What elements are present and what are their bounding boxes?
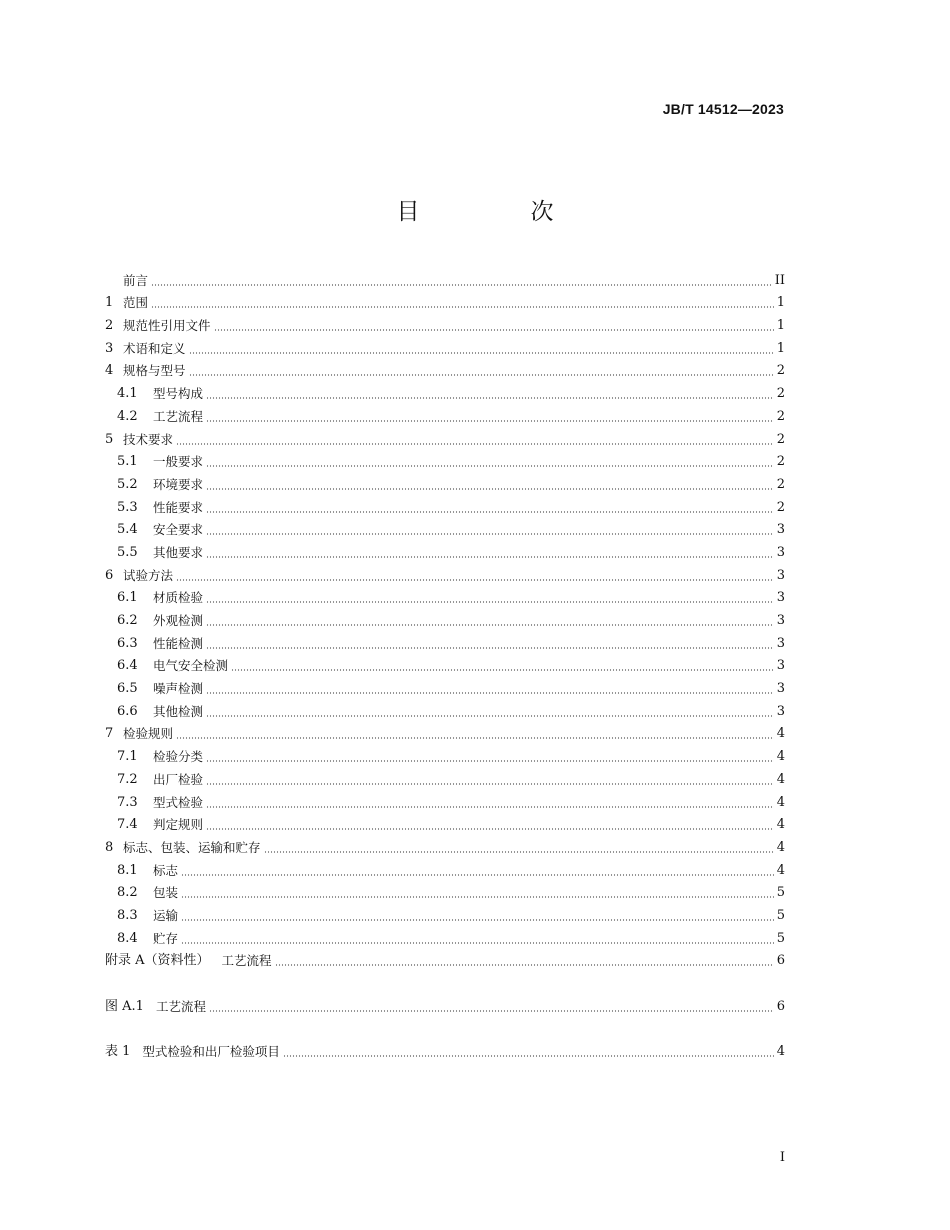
toc-entry-number: 6.3 xyxy=(117,635,138,651)
toc-entry[interactable] xyxy=(105,289,785,312)
toc-entry-page: 6 xyxy=(776,998,785,1014)
toc-entry-number: 7.2 xyxy=(117,771,138,787)
toc-entry-label: 噪声检测 xyxy=(153,681,204,697)
toc-entry-number: 8.1 xyxy=(117,862,138,878)
page-number: I xyxy=(779,1150,785,1165)
toc-entry-page: 2 xyxy=(776,408,785,424)
toc-entry-page: 6 xyxy=(776,953,785,969)
toc-entry[interactable] xyxy=(105,947,785,970)
dot-leader xyxy=(206,556,774,558)
toc-entry-label: 出厂检验 xyxy=(153,771,204,787)
toc-entry-label: 包装 xyxy=(153,885,179,901)
toc-entry-label: 运输 xyxy=(153,907,179,923)
toc-entry-label: 型号构成 xyxy=(153,386,204,402)
dot-leader xyxy=(206,465,774,467)
toc-entry-label: 规范性引用文件 xyxy=(123,318,211,334)
toc-entry-label: 技术要求 xyxy=(123,431,174,447)
toc-entry-label: 性能检测 xyxy=(153,635,204,651)
toc-entry-page: 3 xyxy=(776,703,785,719)
dot-leader xyxy=(206,511,774,513)
toc-entry-page: 3 xyxy=(776,613,785,628)
toc-entry-page: 5 xyxy=(776,907,785,923)
dot-leader xyxy=(176,737,774,739)
toc-entry-page: 2 xyxy=(776,454,785,470)
toc-entry[interactable] xyxy=(105,493,785,516)
toc-entry-number: 6.6 xyxy=(117,703,138,719)
toc-entry-number: 4.2 xyxy=(117,408,138,424)
toc-entry-page: 3 xyxy=(776,567,785,583)
toc-entry[interactable] xyxy=(105,742,785,765)
dot-leader xyxy=(176,579,774,581)
toc-entry-number: 6.4 xyxy=(117,658,138,674)
toc-entry[interactable] xyxy=(105,470,785,493)
toc-entry-number: 5.3 xyxy=(117,499,138,515)
toc-entry-page: 4 xyxy=(776,817,785,833)
toc-entry-page: 3 xyxy=(776,635,785,651)
toc-entry-page: 2 xyxy=(776,363,785,379)
toc-entry-page: II xyxy=(774,272,785,288)
toc-entry-number: 8.2 xyxy=(117,885,138,901)
toc-entry[interactable] xyxy=(105,584,785,607)
toc-entry-number: 7.3 xyxy=(117,794,138,810)
toc-entry[interactable] xyxy=(105,788,785,811)
toc-entry-number: 6.1 xyxy=(117,590,138,606)
dot-leader xyxy=(206,806,774,808)
toc-entry-page: 4 xyxy=(776,839,785,855)
page-title: 目 次 xyxy=(396,199,598,225)
toc-entry-label: 规格与型号 xyxy=(123,363,186,379)
toc-entry-label: 一般要求 xyxy=(153,454,204,470)
dot-leader xyxy=(206,783,774,785)
toc-entry[interactable] xyxy=(105,697,785,720)
toc-entry-number: 4.1 xyxy=(117,386,138,402)
dot-leader xyxy=(176,443,774,445)
toc-entry-page: 4 xyxy=(776,726,785,742)
toc-entry-label: 工艺流程 xyxy=(221,953,272,969)
toc-entry-label: 术语和定义 xyxy=(123,340,186,356)
toc-entry-number: 图 A.1 xyxy=(105,998,144,1014)
toc-entry[interactable] xyxy=(105,901,785,924)
toc-entry-number: 1 xyxy=(105,295,114,311)
toc-entry[interactable] xyxy=(105,266,785,289)
toc-entry-label: 电气安全检测 xyxy=(153,658,229,674)
toc-entry-label: 安全要求 xyxy=(153,522,204,538)
toc-entry-label: 材质检验 xyxy=(153,590,204,606)
dot-leader xyxy=(189,374,774,376)
toc-entry[interactable] xyxy=(105,516,785,539)
dot-leader xyxy=(206,533,774,535)
toc-entry-page: 2 xyxy=(776,499,785,515)
toc-entry-label: 范围 xyxy=(123,295,149,311)
toc-entry[interactable] xyxy=(105,357,785,380)
toc-entry-page: 2 xyxy=(776,431,785,447)
dot-leader xyxy=(181,874,774,876)
toc-entry[interactable] xyxy=(105,629,785,652)
toc-entry[interactable] xyxy=(105,334,785,357)
toc-entry-page: 5 xyxy=(776,885,785,901)
toc-entry-number: 6 xyxy=(105,567,114,583)
toc-entry-label: 标志、包装、运输和贮存 xyxy=(123,839,261,855)
toc-entry-page: 4 xyxy=(776,862,785,878)
toc-entry[interactable] xyxy=(105,538,785,561)
toc-entry-number: 附录 A（资料性） xyxy=(105,953,210,969)
dot-leader xyxy=(206,647,774,649)
toc-entry[interactable] xyxy=(105,992,785,1015)
toc-entry[interactable] xyxy=(105,833,785,856)
toc-entry-number: 7.1 xyxy=(117,749,138,765)
toc-entry-page: 4 xyxy=(776,749,785,765)
toc-entry[interactable] xyxy=(105,606,785,629)
toc-entry-label: 性能要求 xyxy=(153,499,204,515)
toc-entry-label: 判定规则 xyxy=(153,817,204,833)
dot-leader xyxy=(206,828,774,830)
toc-entry-page: 2 xyxy=(776,476,785,492)
toc-entry-number: 4 xyxy=(105,363,114,379)
toc-entry-page: 1 xyxy=(776,340,785,356)
toc-entry-label: 外观检测 xyxy=(153,613,204,628)
dot-leader xyxy=(181,942,774,944)
toc-entry-number: 8.3 xyxy=(117,907,138,923)
toc-entry-label: 型式检验和出厂检验项目 xyxy=(142,1044,280,1060)
toc-entry-label: 前言 xyxy=(123,272,149,288)
dot-leader xyxy=(151,306,774,308)
toc-entry[interactable] xyxy=(105,425,785,448)
toc-entry[interactable] xyxy=(105,924,785,947)
toc-entry-page: 1 xyxy=(776,295,785,311)
toc-entry[interactable] xyxy=(105,856,785,879)
toc-entry[interactable] xyxy=(105,1037,785,1060)
dot-leader xyxy=(275,964,774,966)
toc-entry-page: 5 xyxy=(776,930,785,946)
toc-entry-number: 3 xyxy=(105,340,114,356)
toc-entry-label: 环境要求 xyxy=(153,476,204,492)
toc-entry-label: 型式检验 xyxy=(153,794,204,810)
toc-entry-number: 8.4 xyxy=(117,930,138,946)
toc-entry-number: 5.5 xyxy=(117,544,138,560)
toc-entry-page: 3 xyxy=(776,522,785,538)
toc-entry-number: 8 xyxy=(105,839,114,855)
toc-entry[interactable] xyxy=(105,879,785,902)
toc-entry-page: 1 xyxy=(776,318,785,334)
toc-entry-label: 工艺流程 xyxy=(155,998,206,1014)
table-of-contents xyxy=(105,266,785,1060)
toc-entry-number: 2 xyxy=(105,318,114,334)
dot-leader xyxy=(206,692,774,694)
toc-entry-number: 7.4 xyxy=(117,817,138,833)
toc-entry[interactable] xyxy=(105,765,785,788)
dot-leader xyxy=(206,488,774,490)
dot-leader xyxy=(206,397,774,399)
toc-entry-number: 6.2 xyxy=(117,613,138,628)
toc-entry-label: 试验方法 xyxy=(123,567,174,583)
toc-entry-page: 3 xyxy=(776,658,785,674)
toc-entry[interactable] xyxy=(105,311,785,334)
toc-entry[interactable] xyxy=(105,561,785,584)
toc-entry-page: 3 xyxy=(776,590,785,606)
toc-entry[interactable] xyxy=(105,652,785,675)
dot-leader xyxy=(283,1055,774,1057)
toc-entry[interactable] xyxy=(105,674,785,697)
toc-entry-number: 5.2 xyxy=(117,476,138,492)
toc-entry-page: 4 xyxy=(776,771,785,787)
toc-entry[interactable] xyxy=(105,811,785,834)
toc-entry-number: 6.5 xyxy=(117,681,138,697)
toc-entry-label: 标志 xyxy=(153,862,179,878)
dot-leader xyxy=(206,760,774,762)
toc-entry-page: 3 xyxy=(776,544,785,560)
toc-entry-page: 3 xyxy=(776,681,785,697)
toc-entry-page: 4 xyxy=(776,1044,785,1060)
toc-entry-label: 其他要求 xyxy=(153,544,204,560)
dot-leader xyxy=(151,284,772,286)
toc-entry[interactable] xyxy=(105,448,785,471)
dot-leader xyxy=(181,896,774,898)
standard-code: JB/T 14512—2023 xyxy=(662,101,784,117)
dot-leader xyxy=(206,420,774,422)
dot-leader xyxy=(206,601,774,603)
toc-entry-label: 检验规则 xyxy=(123,726,174,742)
toc-entry[interactable] xyxy=(105,379,785,402)
dot-leader xyxy=(231,669,774,671)
dot-leader xyxy=(214,329,774,331)
toc-entry-label: 检验分类 xyxy=(153,749,204,765)
dot-leader xyxy=(189,352,774,354)
toc-entry-number: 表 1 xyxy=(105,1044,131,1060)
toc-entry[interactable] xyxy=(105,720,785,743)
toc-entry-number: 7 xyxy=(105,726,114,742)
toc-entry-label: 贮存 xyxy=(153,930,179,946)
toc-entry[interactable] xyxy=(105,402,785,425)
toc-entry-label: 工艺流程 xyxy=(153,408,204,424)
toc-entry-number: 5.1 xyxy=(117,454,138,470)
toc-entry-label: 其他检测 xyxy=(153,703,204,719)
dot-leader xyxy=(206,624,774,626)
toc-entry-number: 5.4 xyxy=(117,522,138,538)
dot-leader xyxy=(264,851,774,853)
toc-entry-number: 5 xyxy=(105,431,114,447)
dot-leader xyxy=(181,919,774,921)
dot-leader xyxy=(209,1010,774,1012)
toc-entry-page: 2 xyxy=(776,386,785,402)
dot-leader xyxy=(206,715,774,717)
toc-entry-page: 4 xyxy=(776,794,785,810)
